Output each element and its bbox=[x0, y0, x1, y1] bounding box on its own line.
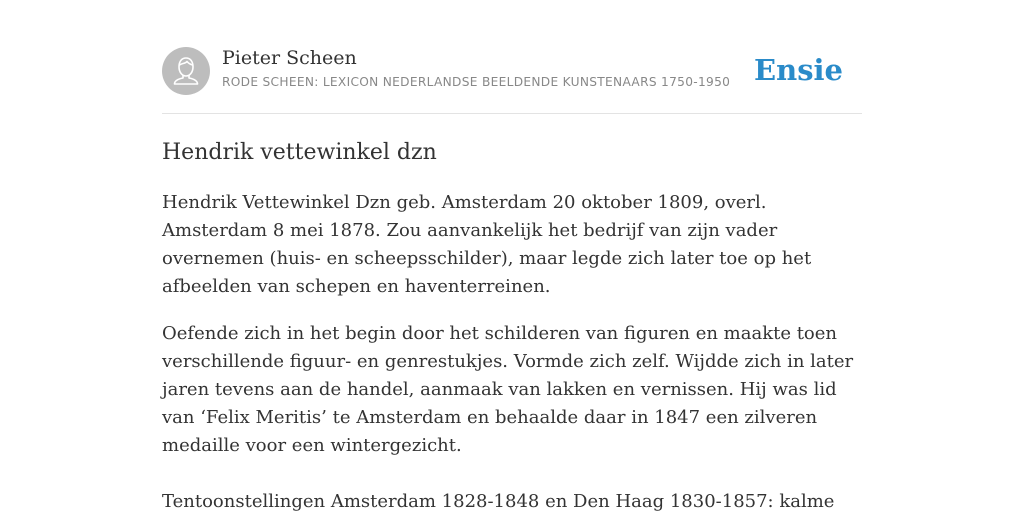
article-paragraph: Oefende zich in het begin door het schilderen van figuren en maakte toen verschillende figuur- en genrestukjes. Vormde zich zelf. Wijdde zich in later jaren tevens aan de handel, aanmaak van lakken en vernissen. Hij was lid van ‘Felix Meritis’ te Amsterdam en behaalde daar in 1847 een zilveren medaille voor een wintergezicht. bbox=[162, 323, 854, 456]
author-name[interactable]: Pieter Scheen bbox=[222, 47, 357, 69]
article-paragraph: Tentoonstellingen Amsterdam 1828-1848 en Den Haag 1830-1857: kalme bbox=[162, 491, 835, 512]
article-header bbox=[162, 46, 862, 96]
header-divider bbox=[162, 113, 862, 114]
article-body bbox=[162, 189, 862, 512]
ensie-logo[interactable]: Ensie bbox=[754, 53, 843, 87]
source-title[interactable]: RODE SCHEEN: LEXICON NEDERLANDSE BEELDENDE KUNSTENAARS 1750-1950 bbox=[222, 75, 731, 89]
user-silhouette-icon bbox=[162, 47, 210, 95]
article-title: Hendrik vettewinkel dzn bbox=[162, 140, 437, 165]
article-paragraph: Hendrik Vettewinkel Dzn geb. Amsterdam 20 oktober 1809, overl. Amsterdam 8 mei 1878. Zou aanvankelijk het bedrijf van zijn vader overnemen (huis- en scheepsschilder), maar legde zich later toe op het afbeelden van schepen en haventerreinen. bbox=[162, 192, 812, 297]
author-avatar[interactable] bbox=[162, 47, 210, 95]
